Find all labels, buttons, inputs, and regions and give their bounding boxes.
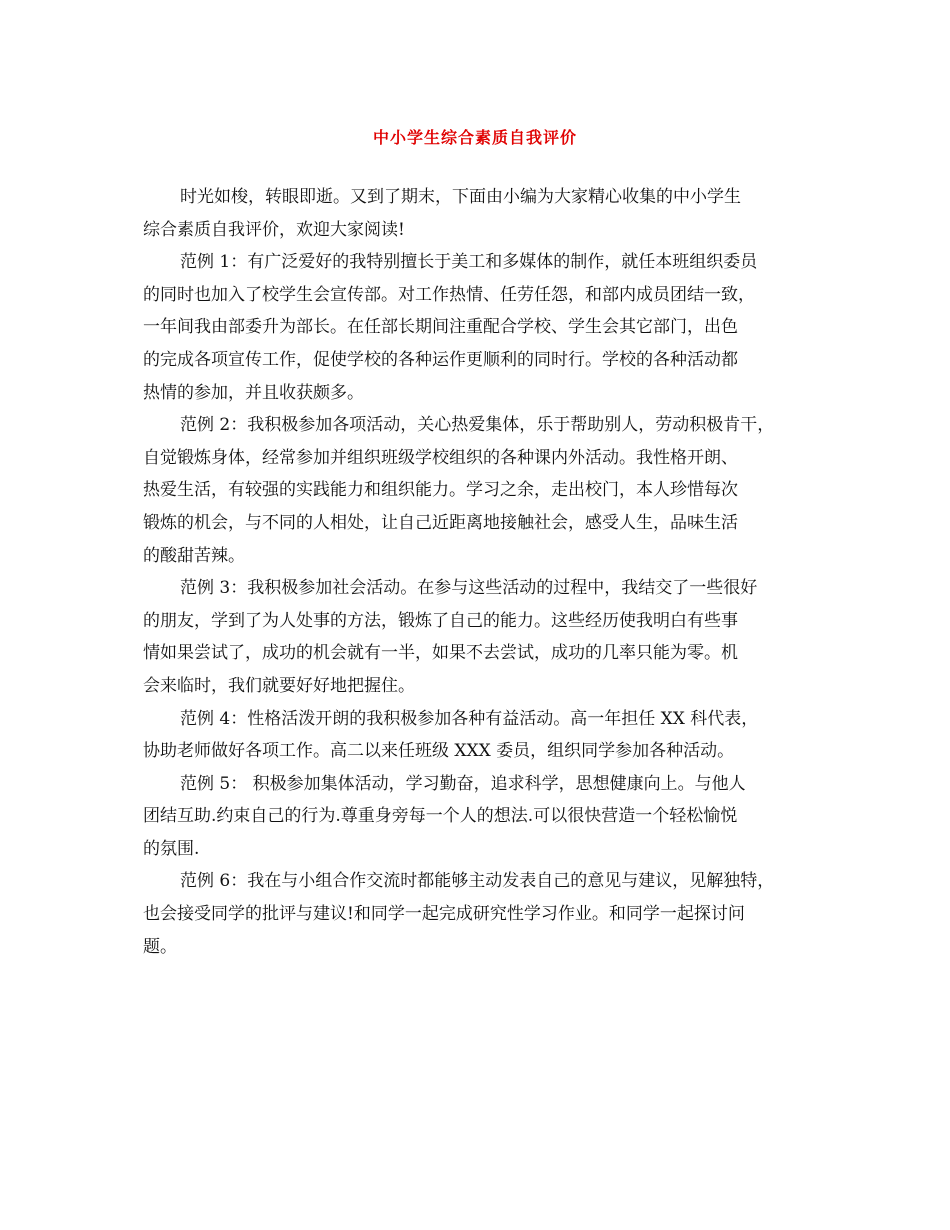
paragraph-line: 团结互助.约束自己的行为.尊重身旁每一个人的想法.可以很快营造一个轻松愉悦 bbox=[143, 806, 738, 827]
paragraph-first-line: 时光如梭，转眼即逝。又到了期末，下面由小编为大家精心收集的中小学生 bbox=[180, 187, 741, 207]
paragraph-line: 一年间我由部委升为部长。在任部长期间注重配合学校、学生会其它部门，出色 bbox=[143, 317, 738, 338]
paragraph-first-line: 范例 2：我积极参加各项活动，关心热爱集体，乐于帮助别人，劳动积极肯干， bbox=[180, 415, 775, 436]
document-body bbox=[143, 181, 833, 963]
paragraph-line: 的朋友，学到了为人处事的方法，锻炼了自己的能力。这些经历使我明白有些事 bbox=[143, 610, 738, 631]
paragraph-line: 综合素质自我评价，欢迎大家阅读! bbox=[143, 219, 405, 240]
paragraph-line: 的完成各项宣传工作，促使学校的各种运作更顺利的同时行。学校的各种活动都 bbox=[143, 349, 738, 370]
paragraph-line: 热情的参加，并且收获颇多。 bbox=[143, 382, 364, 403]
paragraph-first-line: 范例 6：我在与小组合作交流时都能够主动发表自己的意见与建议，见解独特， bbox=[180, 871, 775, 892]
paragraph-line: 锻炼的机会，与不同的人相处，让自己近距离地接触社会，感受人生，品味生活 bbox=[143, 512, 738, 533]
paragraph-line: 热爱生活，有较强的实践能力和组织能力。学习之余，走出校门，本人珍惜每次 bbox=[143, 480, 738, 501]
paragraph-first-line: 范例 3：我积极参加社会活动。在参与这些活动的过程中，我结交了一些很好 bbox=[180, 578, 758, 599]
paragraph-line: 的氛围. bbox=[143, 838, 200, 859]
paragraph-first-line: 范例 4：性格活泼开朗的我积极参加各种有益活动。高一年担任 XX 科代表， bbox=[180, 708, 759, 729]
paragraph-line: 会来临时，我们就要好好地把握住。 bbox=[143, 675, 415, 696]
paragraph-line: 自觉锻炼身体，经常参加并组织班级学校组织的各种课内外活动。我性格开朗、 bbox=[143, 447, 738, 468]
paragraph-first-line: 范例 1：有广泛爱好的我特别擅长于美工和多媒体的制作，就任本班组织委员 bbox=[180, 252, 758, 273]
paragraph-first-line: 范例 5： 积极参加集体活动，学习勤奋，追求科学，思想健康向上。与他人 bbox=[180, 773, 746, 794]
paragraph-line: 也会接受同学的批评与建议!和同学一起完成研究性学习作业。和同学一起探讨问 bbox=[143, 904, 745, 925]
paragraph-line: 题。 bbox=[143, 936, 177, 957]
paragraph-line: 的同时也加入了校学生会宣传部。对工作热情、任劳任怨，和部内成员团结一致， bbox=[143, 284, 755, 305]
paragraph-line: 情如果尝试了，成功的机会就有一半，如果不去尝试，成功的几率只能为零。机 bbox=[143, 643, 738, 664]
paragraph-line: 的酸甜苦辣。 bbox=[143, 545, 245, 566]
paragraph-line: 协助老师做好各项工作。高二以来任班级 XXX 委员，组织同学参加各种活动。 bbox=[143, 741, 735, 762]
document-title: 中小学生综合素质自我评价 bbox=[372, 128, 577, 147]
